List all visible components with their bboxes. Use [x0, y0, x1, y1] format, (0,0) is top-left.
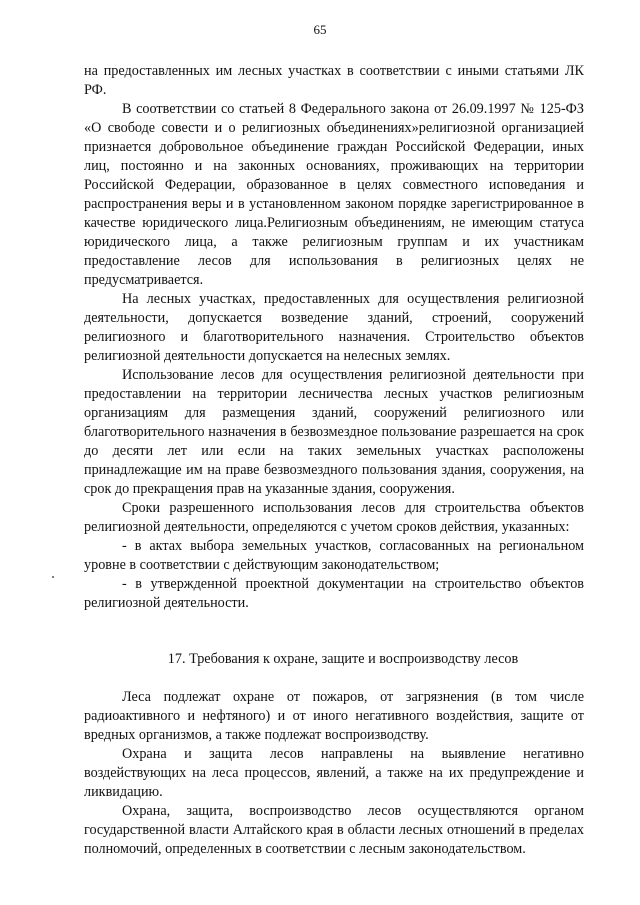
paragraph-land-use-term: Использование лесов для осуществления религиозной деятельности при предоставлении на территории лесничества лесных участков религиозным организациям для размещения зданий, сооружений религиозного или благотворительного назначения в безвозмездное пользование разрешается на срок до десяти лет или если на таких земельных участках расположены принадлежащие им на праве безвозмездного пользования здания, сооружения, на срок до прекращения прав на указанные здания, сооружения. — [84, 367, 584, 497]
paragraph-terms: Сроки разрешенного использования лесов для строительства объектов религиозной деятельности, определяются с учетом сроков действия, указанных: — [84, 500, 584, 535]
scan-speck — [52, 576, 54, 578]
document-body — [84, 62, 584, 859]
list-item-selection-acts: - в актах выбора земельных участков, согласованных на региональном уровне в соответствии с действующим законодательством; — [84, 538, 584, 573]
section-heading: 17. Требования к охране, защите и воспроизводству лесов — [167, 651, 519, 667]
list-item-project-docs: - в утвержденной проектной документации на строительство объектов религиозной деятельности. — [84, 576, 584, 611]
paragraph-continuation: на предоставленных им лесных участках в соответствии с иными статьями ЛК РФ. — [84, 63, 584, 98]
page-number: 65 — [313, 22, 327, 37]
paragraph-construction: На лесных участках, предоставленных для осуществления религиозной деятельности, допускается возведение зданий, строений, сооружений религиозного и благотворительного назначения. Строительство объектов религиозной деятельности допускается на нелесных землях. — [84, 291, 584, 364]
paragraph-religious-organization: В соответствии со статьей 8 Федерального закона от 26.09.1997 № 125-ФЗ «О свободе совести и о религиозных объединениях»религиозной организацией признается добровольное объединение граждан Российской Федерации, иных лиц, постоянно и на законных основаниях, проживающих на территории Российской Федерации, образованное в целях совместного исповедания и распространения веры и в установленном законом порядке зарегистрированное в качестве юридического лица.Религиозным объединениям, не имеющим статуса юридического лица, а также религиозным группам и их участникам предоставление лесов для использования в религиозных целях не предусматривается. — [84, 101, 584, 288]
paragraph-forest-protection: Леса подлежат охране от пожаров, от загрязнения (в том числе радиоактивного и нефтяного) и от иного негативного воздействия, защите от вредных организмов, а также подлежат воспроизводству. — [84, 689, 584, 743]
paragraph-protection-aims: Охрана и защита лесов направлены на выявление негативно воздействующих на леса процессов, явлений, а также на их предупреждение и ликвидацию. — [84, 746, 584, 800]
paragraph-authority: Охрана, защита, воспроизводство лесов осуществляются органом государственной власти Алтайского края в области лесных отношений в пределах полномочий, определенных в соответствии с лесным законодательством. — [84, 803, 584, 857]
